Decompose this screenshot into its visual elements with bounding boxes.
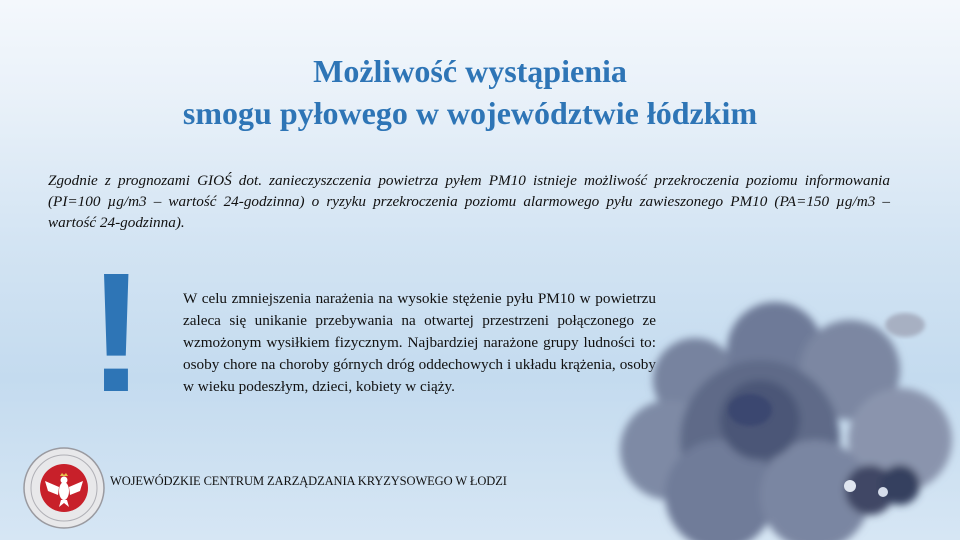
slide-title <box>0 50 940 134</box>
advice-paragraph: W celu zmniejszenia narażenia na wysokie stężenie pyłu PM10 w powietrzu zaleca się unikanie przebywania na otwartej przestrzeni połączonego ze wzmożonym wysiłkiem fizycznym. Najbardziej narażone grupy ludności to: osoby chore na choroby górnych dróg oddechowych i układu krążenia, osoby w wieku podeszłym, dzieci, kobiety w ciąży. <box>183 290 656 395</box>
exclamation-icon: ! <box>88 238 145 428</box>
intro-paragraph: Zgodnie z prognozami GIOŚ dot. zanieczyszczenia powietrza pyłem PM10 istnieje możliwość przekroczenia poziomu informowania (PI=100 µg/m3 – wartość 24-godzinna) o ryzyku przekroczenia poziomu alarmowego pyłu zawieszonego PM10 (PA=150 µg/m3 – wartość 24-godzinna). <box>48 172 890 231</box>
polish-eagle-seal-icon <box>23 447 105 529</box>
title-line-2: smogu pyłowego w województwie łódzkim <box>182 95 758 131</box>
footer-institution-name: WOJEWÓDZKIE CENTRUM ZARZĄDZANIA KRYZYSOWEGO W ŁODZI <box>110 474 507 488</box>
smog-cloud-icon <box>600 290 960 540</box>
title-line-1: Możliwość wystąpienia <box>313 53 627 89</box>
